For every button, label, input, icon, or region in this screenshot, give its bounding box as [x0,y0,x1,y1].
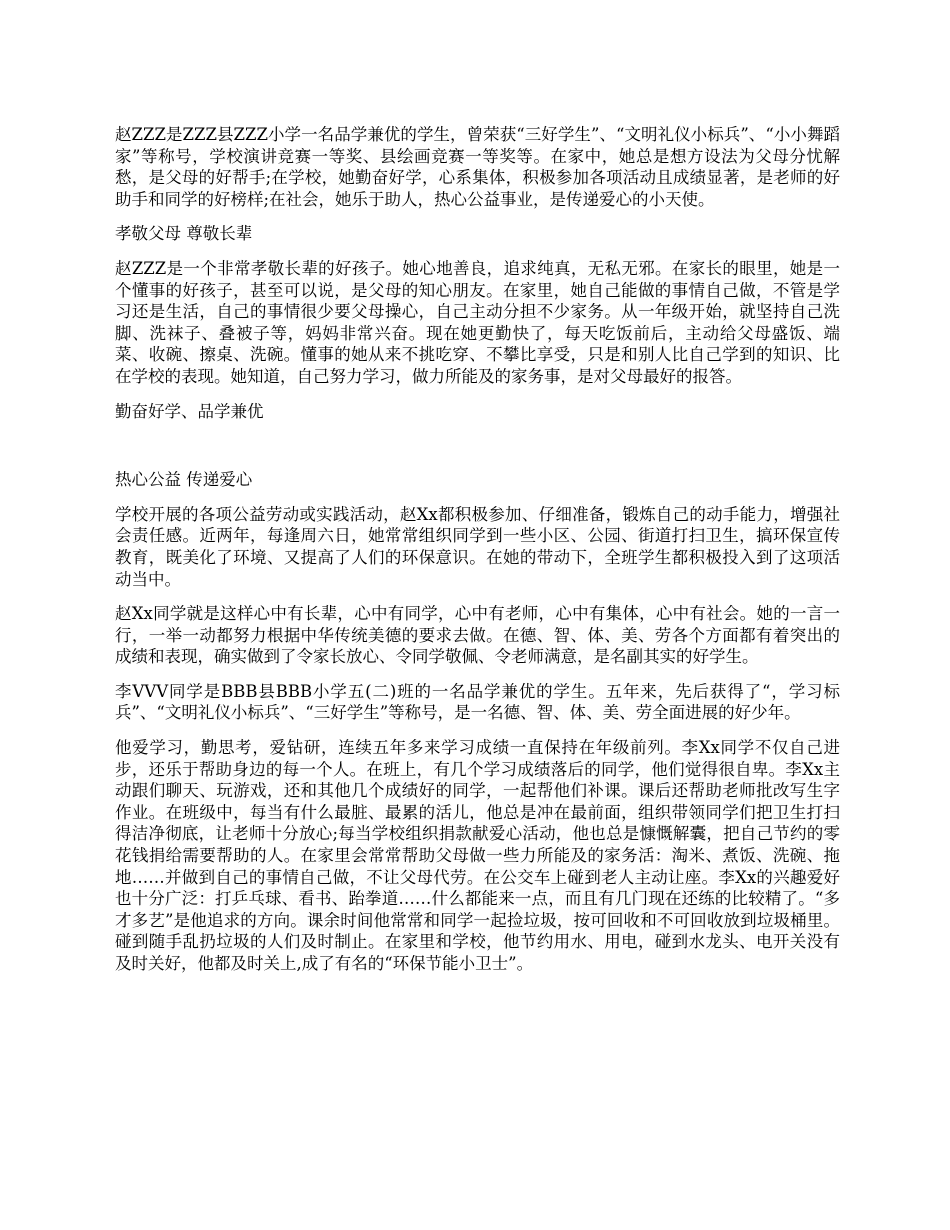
section-heading-diligent-study: 勤奋好学、品学兼优 [115,401,264,421]
document-page [115,124,840,988]
public-welfare-paragraph: 学校开展的各项公益劳动或实践活动，赵Xx都积极参加、仔细准备，锻炼自己的动手能力，增强社会责任感。近两年，每逢周六日，她常常组织同学到一些小区、公园、街道打扫卫生，搞环保宣传教育，既美化了环境、又提高了人们的环保意识。在她的带动下，全班学生都积极投入到了这项活动当中。 [115,504,840,589]
second-student-intro-paragraph: 李VVV同学是BBB县BBB小学五(二)班的一名品学兼优的学生。五年来，先后获得了“，学习标兵”、“文明礼仪小标兵”、“三好学生”等称号，是一名德、智、体、美、劳全面进展的好少年。 [115,681,840,723]
filial-piety-paragraph: 赵ZZZ是一个非常孝敬长辈的好孩子。她心地善良，追求纯真，无私无邪。在家长的眼里，她是一个懂事的好孩子，甚至可以说，是父母的知心朋友。在家里，她自己能做的事情自己做，不管是学习还是生活，自己的事情很少要父母操心，自己主动分担不少家务。从一年级开始，就坚持自己洗脚、洗袜子、叠被子等，妈妈非常兴奋。现在她更勤快了，每天吃饭前后，主动给父母盛饭、端菜、收碗、擦桌、洗碗。懂事的她从来不挑吃穿、不攀比享受，只是和别人比自己学到的知识、比在学校的表现。她知道，自己努力学习，做力所能及的家务事，是对父母最好的报答。 [115,258,840,386]
closing-paragraph: 赵Xx同学就是这样心中有长辈，心中有同学，心中有老师，心中有集体，心中有社会。她的一言一行，一举一动都努力根据中华传统美德的要求去做。在德、智、体、美、劳各个方面都有着突出的成绩和表现，确实做到了令家长放心、令同学敬佩、令老师满意，是名副其实的好学生。 [115,604,840,667]
section-heading-public-welfare: 热心公益 传递爱心 [115,470,253,490]
empty-section-gap [115,435,840,469]
second-student-body-paragraph: 他爱学习，勤思考，爱钻研，连续五年多来学习成绩一直保持在年级前列。李Xx同学不仅自己进步，还乐于帮助身边的每一个人。在班上，有几个学习成绩落后的同学，他们觉得很自卑。李Xx主动跟们聊天、玩游戏，还和其他几个成绩好的同学，一起帮他们补课。课后还帮助老师批改写生字作业。在班级中，每当有什么最脏、最累的活儿，他总是冲在最前面，组织带领同学们把卫生打扫得洁净彻底，让老师十分放心;每当学校组织捐款献爱心活动，他也总是慷慨解囊，把自己节约的零花钱捐给需要帮助的人。在家里会常常帮助父母做一些力所能及的家务活：淘米、煮饭、洗碗、拖地……并做到自己的事情自己做，不让父母代劳。在公交车上碰到老人主动让座。李Xx的兴趣爱好也十分广泛：打乒乓球、看书、跆拳道……什么都能来一点，而且有几门现在还练的比较精了。“多才多艺”是他追求的方向。课余时间他常常和同学一起捡垃圾，按可回收和不可回收放到垃圾桶里。碰到随手乱扔垃圾的人们及时制止。在家里和学校，他节约用水、用电，碰到水龙头、电开关没有及时关好，他都及时关上,成了有名的“环保节能小卫士”。 [115,738,840,973]
intro-paragraph: 赵ZZZ是ZZZ县ZZZ小学一名品学兼优的学生，曾荣获“三好学生”、“文明礼仪小标兵”、“小小舞蹈家”等称号，学校演讲竞赛一等奖、县绘画竞赛一等奖等。在家中，她总是想方设法为父母分忧解愁，是父母的好帮手;在学校，她勤奋好学，心系集体，积极参加各项活动且成绩显著，是老师的好助手和同学的好榜样;在社会，她乐于助人，热心公益事业，是传递爱心的小天使。 [115,125,840,209]
section-heading-filial-piety: 孝敬父母 尊敬长辈 [115,224,253,244]
